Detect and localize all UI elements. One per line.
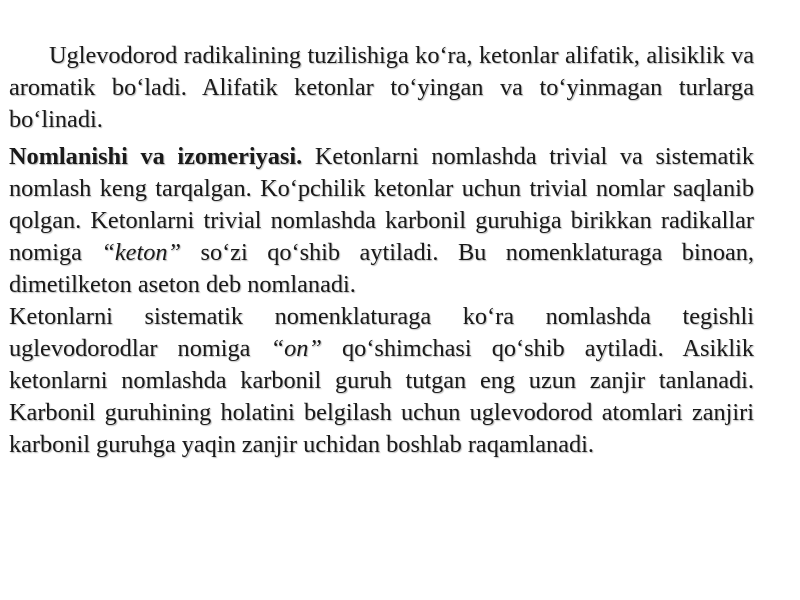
nomenclature-text-a: Ketonlarni nomlashda trivial va sistematik nomlash keng tarqalgan. Ko‘pchilik ketonlar uchun trivial nomlar saqlanib qolgan. Ketonlarni trivial nomlashda karbonil guruhiga birikkan radikallar nomiga [9,143,754,266]
intro-paragraph [9,40,754,136]
document-page [9,40,754,461]
intro-text: Uglevodorod radikalining tuzilishiga ko‘ra, ketonlar alifatik, alisiklik va aromatik bo‘ladi. Alifatik ketonlar to‘yingan va to‘yinmagan turlarga bo‘linadi. [9,42,754,133]
systematic-paragraph [9,301,754,461]
on-suffix-term: on [284,335,309,362]
quote-close-mark: ” [167,239,182,266]
systematic-text-a: Ketonlarni sistematik nomenklaturaga ko‘ra nomlashda tegishli uglevodorodlar nomiga [9,303,754,362]
nomenclature-paragraph [9,141,754,301]
systematic-text-b: qo‘shimchasi qo‘shib aytiladi. Asiklik ketonlarni nomlashda karbonil guruh tutgan eng uzun zanjir tanlanadi. Karbonil guruhining holatini belgilash uchun uglevodorod atomlari zanjiri karbonil guruhga yaqin zanjir uchidan boshlab raqamlanadi. [9,335,755,458]
keton-term: keton [114,239,168,266]
quote-open-mark: “ [101,239,115,266]
quote-open-mark-2: “ [270,335,285,362]
section-heading: Nomlanishi va izomeriyasi. [9,143,303,170]
nomenclature-text-b: so‘zi qo‘shib aytiladi. Bu nomenklaturaga binoan, dimetilketon aseton deb nomlanadi. [9,239,754,298]
quote-close-mark-2: ” [308,335,322,362]
